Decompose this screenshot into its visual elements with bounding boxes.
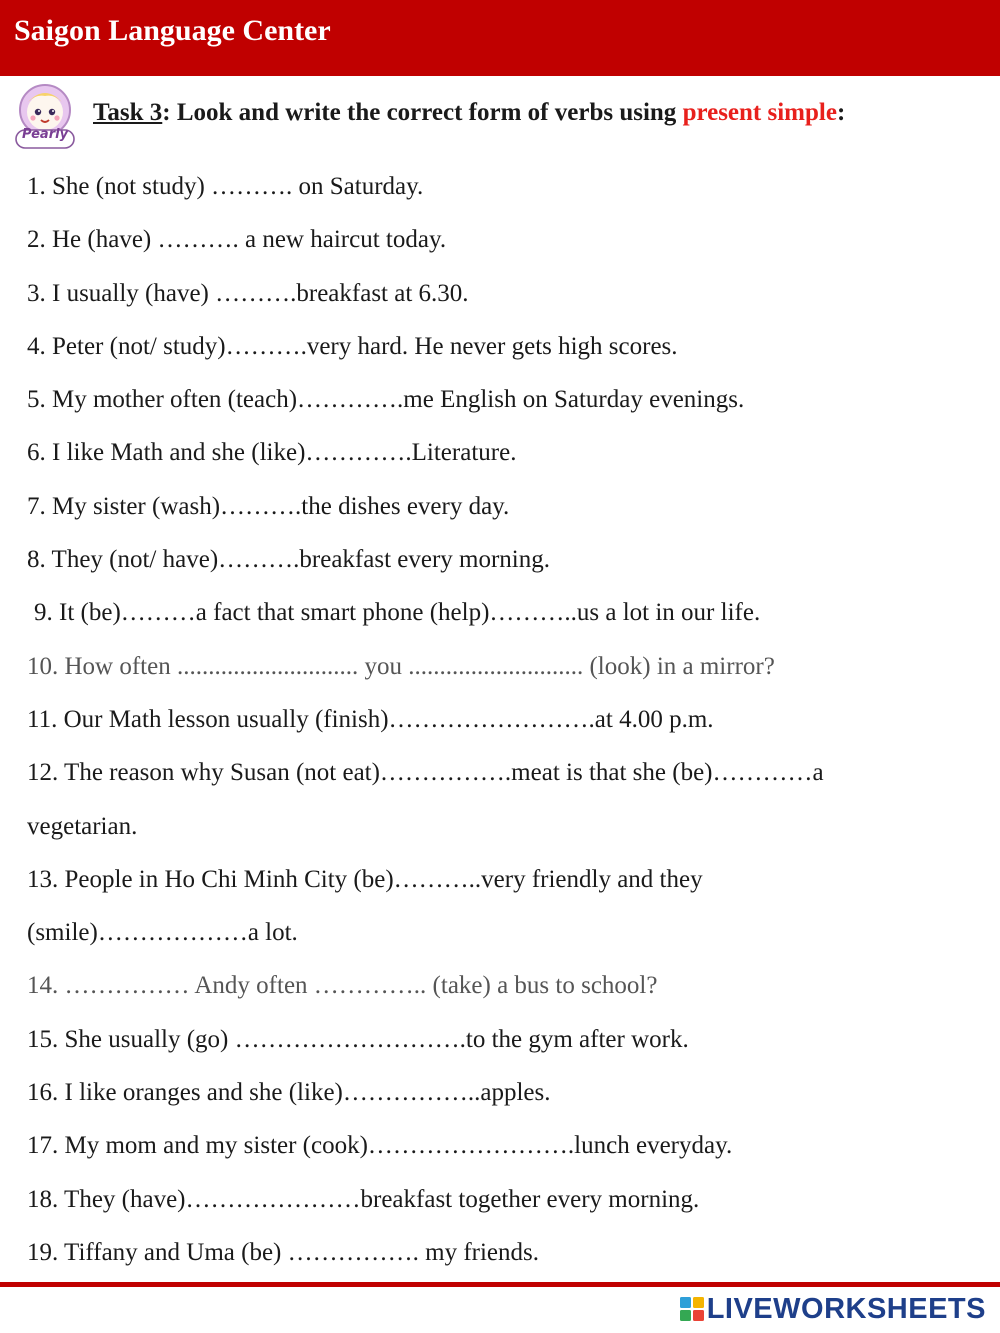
question-line: 15. She usually (go) ……………………….to the gym after work. (27, 1025, 689, 1053)
question-line: 4. Peter (not/ study)……….very hard. He never gets high scores. (27, 332, 678, 360)
question-line: vegetarian. (27, 812, 138, 840)
question-line: 7. My sister (wash)……….the dishes every day. (27, 492, 510, 520)
question-line: 8. They (not/ have)……….breakfast every morning. (27, 546, 550, 574)
task-highlight: present simple (682, 99, 837, 126)
footer-divider (0, 1282, 1000, 1287)
question-line: 17. My mom and my sister (cook)…………………….lunch everyday. (27, 1132, 733, 1160)
question-line: 2. He (have) ………. a new haircut today. (27, 226, 447, 254)
question-line: 3. I usually (have) ……….breakfast at 6.30. (27, 279, 469, 307)
question-line: 12. The reason why Susan (not eat)…………….meat is that she (be)…………a (27, 759, 824, 787)
question-line: (smile)………………a lot. (27, 919, 298, 947)
mascot-label: Pearly (21, 127, 69, 142)
liveworksheets-brand[interactable] (679, 1293, 986, 1325)
task-end: : (836, 99, 846, 126)
question-line: 14. …………… Andy often ………….. (take) a bus to school? (27, 972, 658, 1000)
task-label: Task 3 (93, 99, 163, 126)
question-line: 6. I like Math and she (like)………….Literature. (27, 439, 517, 467)
brand-name: LIVEWORKSHEETS (706, 1292, 986, 1325)
question-line: 5. My mother often (teach)………….me English on Saturday evenings. (27, 386, 745, 414)
question-line: 9. It (be)………a fact that smart phone (help)………..us a lot in our life. (34, 599, 761, 627)
header-title: Saigon Language Center (14, 14, 331, 47)
task-heading (93, 96, 845, 130)
question-line: 11. Our Math lesson usually (finish)…………………….at 4.00 p.m. (27, 705, 714, 733)
question-list (27, 160, 987, 1279)
task-instruction: : Look and write the correct form of verbs using (162, 99, 683, 126)
liveworksheets-logo-icon (679, 1296, 705, 1322)
header-bar (0, 0, 1000, 76)
question-line: 13. People in Ho Chi Minh City (be)………..very friendly and they (27, 865, 703, 893)
question-line: 18. They (have)…………………breakfast together every morning. (27, 1185, 700, 1213)
question-line: 16. I like oranges and she (like)……………..apples. (27, 1079, 551, 1107)
question-line: 10. How often ............................. you ............................ (look) in a mirror? (27, 652, 775, 680)
question-line: 1. She (not study) ………. on Saturday. (27, 173, 424, 200)
question-line: 19. Tiffany and Uma (be) ……………. my friends. (27, 1238, 539, 1266)
